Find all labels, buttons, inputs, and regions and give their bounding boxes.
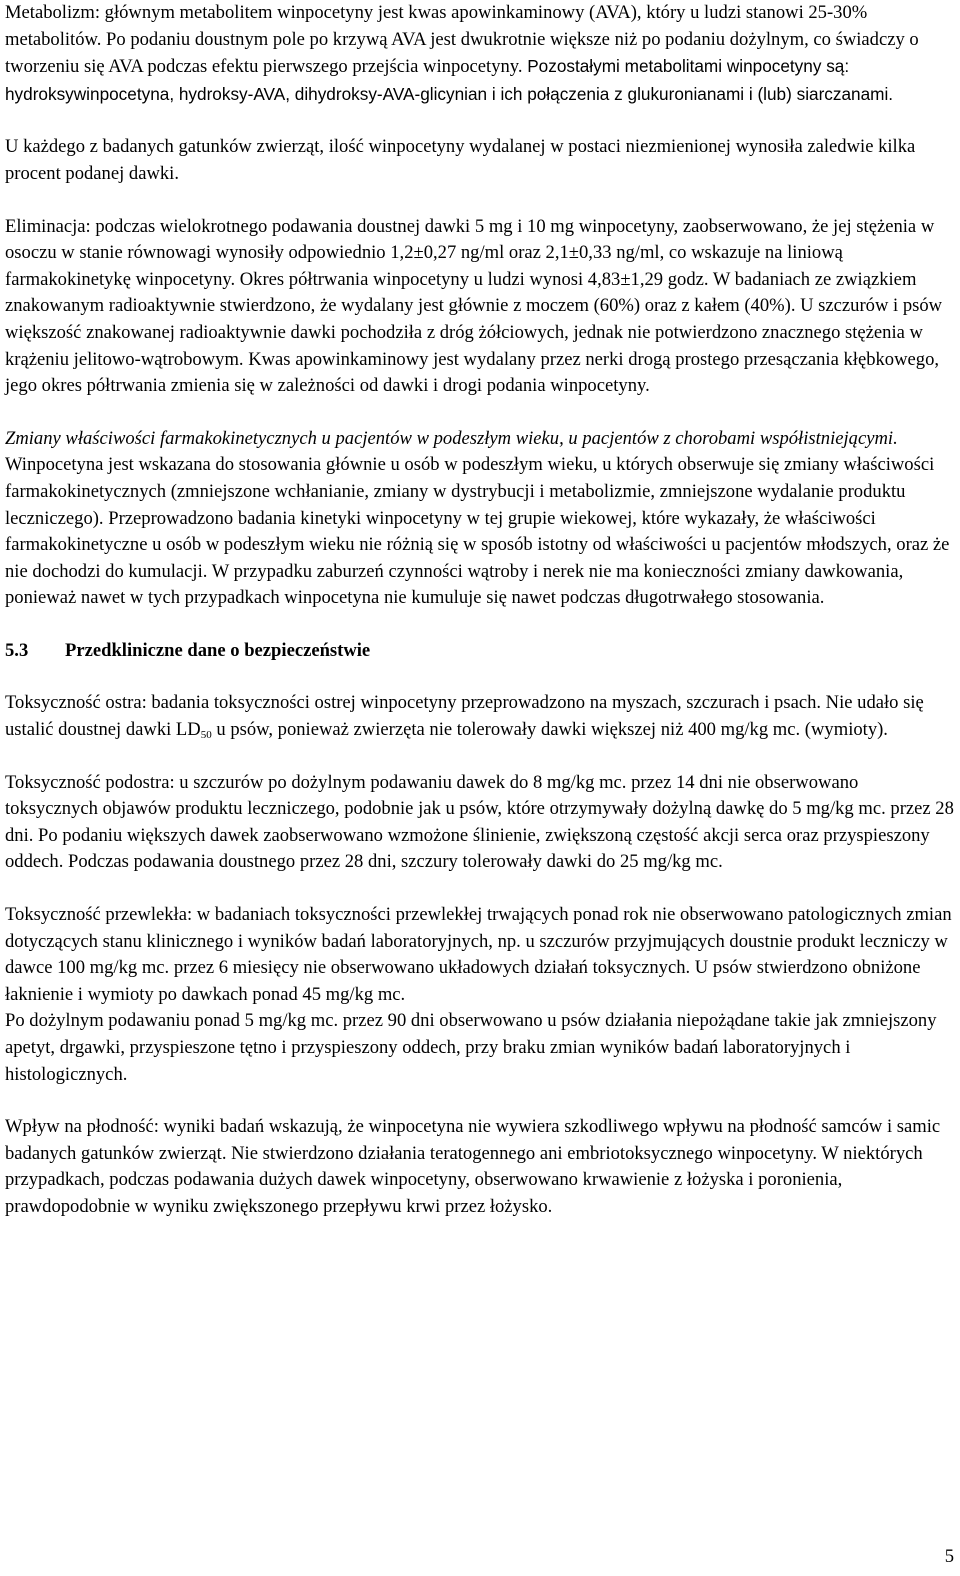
paragraph-elimination: Eliminacja: podczas wielokrotnego podawania doustnej dawki 5 mg i 10 mg winpocetyny, zaobserwowano, że jej stężenia w osoczu w stanie równowagi wynosiły odpowiednio 1,2±0,27 ng/ml oraz 2,1±0,33 ng/ml, co wskazuje na liniową farmakokinetykę winpocetyny. Okres półtrwania winpocetyny u ludzi wynosi 4,83±1,29 godz. W badaniach ze związkiem znakowanym radioaktywnie stwierdzono, że wydalany jest głównie z moczem (60%) oraz z kałem (40%). U szczurów i psów większość znakowanej radioaktywnie dawki pochodziła z dróg żółciowych, jednak nie potwierdzono znacznego stężenia w krążeniu jelitowo-wątrobowym. Kwas apowinkaminowy jest wydalany przez nerki drogą prostego przesączania kłębkowego, jego okres półtrwania zmienia się w zależności od dawki i drogi podania winpocetyny. (5, 215, 943, 397)
paragraph-elderly: Winpocetyna jest wskazana do stosowania głównie u osób w podeszłym wieku, u których obserwuje się zmiany właściwości farmakokinetycznych (zmniejszone wchłanianie, zmiany w dystrybucji i metabolizmie, zmniejszone wydalanie produktu leczniczego). Przeprowadzono badania kinetyki winpocetyny w tej grupie wiekowej, które wykazały, że właściwości farmakokinetyczne u osób w podeszłym wieku nie różnią się w sposób istotny od właściwości u pacjentów młodszych, oraz że nie dochodzi do kumulacji. W przypadku zaburzeń czynności wątroby i nerek nie ma konieczności zmiany dawkowania, ponieważ nawet w tych przypadkach winpocetyna nie kumuluje się nawet podczas długotrwałego stosowania. (5, 454, 950, 609)
ld50-subscript: 50 (200, 729, 212, 742)
paragraph-excretion-unchanged: U każdego z badanych gatunków zwierząt, ilość winpocetyny wydalanej w postaci niezmienionej wynosiła zaledwie kilka procent podanej dawki. (5, 136, 916, 184)
section-number: 5.3 (5, 639, 29, 661)
subheading-pharmacokinetics-elderly: Zmiany właściwości farmakokinetycznych u pacjentów w podeszłym wieku, u pacjentów z chorobami współistniejącymi. (5, 427, 898, 449)
paragraph-acute-toxicity (5, 690, 955, 743)
metabolism-text-serif: Metabolizm: głównym metabolitem winpocetyny jest kwas apowinkaminowy (AVA), który u ludzi stanowi 25-30% metabolitów. Po podaniu doustnym pole po krzywą AVA jest dwukrotnie większe niż po podaniu dożylnym, co świadczy o tworzeniu się AVA podczas efektu pierwszego przejścia winpocetyny. (5, 2, 919, 78)
paragraph-fertility: Wpływ na płodność: wyniki badań wskazują, że winpocetyna nie wywiera szkodliwego wpływu na płodność samców i samic badanych gatunków zwierząt. Nie stwierdzono działania teratogennego ani embriotoksycznego winpocetyny. W niektórych przypadkach, podczas podawania dużych dawek winpocetyny, obserwowano krwawienie z łożyska i poronienia, prawdopodobnie w wyniku zwiększonego przepływu krwi przez łożysko. (5, 1116, 941, 1217)
paragraph-intravenous-dogs: Po dożylnym podawaniu ponad 5 mg/kg mc. przez 90 dni obserwowano u psów działania niepożądane takie jak zmniejszony apetyt, drgawki, przyspieszone tętno i przyspieszony oddech, przy braku zmian wyników badań laboratoryjnych i histologicznych. (5, 1010, 937, 1085)
acute-toxicity-text-a: Toksyczność ostra: badania toksyczności ostrej winpocetyny przeprowadzono na myszach, szczurach i psach. Nie udało się ustalić doustnej dawki LD (5, 692, 924, 741)
metabolism-text-sans: Pozostałymi metabolitami winpocetyny są: hydroksywinpocetyna, hydroksy-AVA, dihydroksy-AVA-glicynian i ich połączenia z glukuronianami i (lub) siarczanami. (5, 56, 894, 104)
document-page (5, 0, 955, 1221)
paragraph-metabolism (5, 0, 955, 108)
page-number: 5 (944, 1546, 954, 1567)
section-title: Przedkliniczne dane o bezpieczeństwie (65, 639, 371, 661)
acute-toxicity-text-b: u psów, ponieważ zwierzęta nie tolerowały dawki większej niż 400 mg/kg mc. (wymioty). (211, 719, 888, 741)
paragraph-subacute-toxicity: Toksyczność podostra: u szczurów po dożylnym podawaniu dawek do 8 mg/kg mc. przez 14 dni nie obserwowano toksycznych objawów produktu leczniczego, podobnie jak u psów, które otrzymywały dożylną dawkę do 5 mg/kg mc. przez 28 dni. Po podaniu większych dawek zaobserwowano wzmożone ślinienie, zwiększoną częstość akcji serca oraz przyspieszony oddech. Podczas podawania doustnego przez 28 dni, szczury tolerowały dawki do 25 mg/kg mc. (5, 771, 954, 873)
section-heading (5, 638, 955, 665)
paragraph-chronic-toxicity: Toksyczność przewlekła: w badaniach toksyczności przewlekłej trwających ponad rok nie obserwowano patologicznych zmian dotyczących stanu klinicznego i wyników badań laboratoryjnych, np. u szczurów przyjmujących doustnie produkt leczniczy w dawce 100 mg/kg mc. przez 6 miesięcy nie obserwowano układowych działań toksycznych. U psów stwierdzono obniżone łaknienie i wymioty po dawkach ponad 45 mg/kg mc. (5, 904, 952, 1005)
